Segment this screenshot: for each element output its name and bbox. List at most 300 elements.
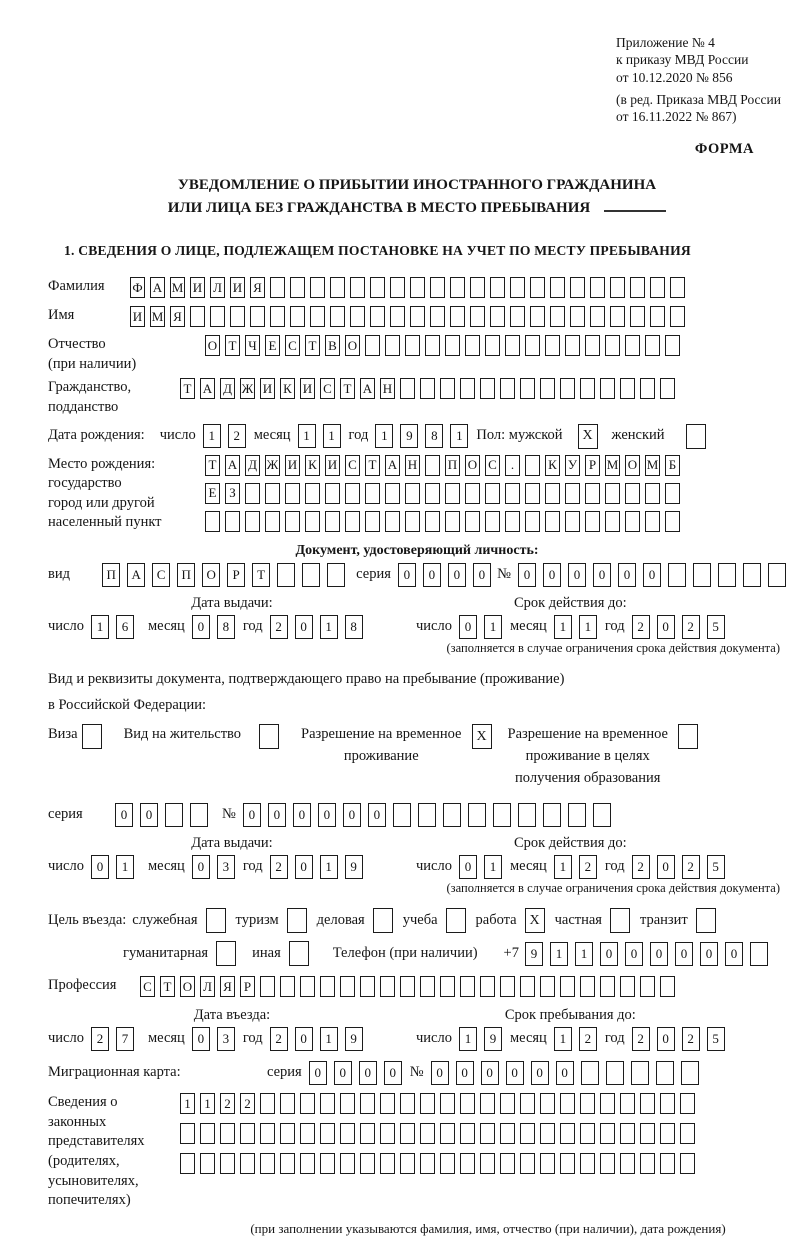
char-box[interactable]: В: [325, 335, 340, 356]
char-box[interactable]: 9: [400, 424, 418, 448]
char-box[interactable]: [300, 1123, 315, 1144]
char-box[interactable]: 0: [531, 1061, 549, 1085]
char-box[interactable]: 0: [459, 615, 477, 639]
char-box[interactable]: М: [645, 455, 660, 476]
char-box[interactable]: [650, 306, 665, 327]
char-box[interactable]: 1: [575, 942, 593, 966]
char-box[interactable]: [665, 335, 680, 356]
char-box[interactable]: [460, 1123, 475, 1144]
char-box[interactable]: Н: [380, 378, 395, 399]
char-box[interactable]: [545, 335, 560, 356]
char-box[interactable]: [385, 335, 400, 356]
char-box[interactable]: 0: [725, 942, 743, 966]
char-box[interactable]: [165, 803, 183, 827]
char-box[interactable]: [205, 511, 220, 532]
char-box[interactable]: [425, 483, 440, 504]
char-box[interactable]: [280, 1123, 295, 1144]
char-box[interactable]: 2: [270, 1027, 288, 1051]
char-box[interactable]: [620, 378, 635, 399]
char-box[interactable]: [405, 511, 420, 532]
char-box[interactable]: 8: [345, 615, 363, 639]
char-box[interactable]: О: [202, 563, 220, 587]
char-box[interactable]: Я: [170, 306, 185, 327]
char-box[interactable]: [460, 1093, 475, 1114]
char-box[interactable]: [430, 306, 445, 327]
char-box[interactable]: [265, 483, 280, 504]
char-box[interactable]: [580, 378, 595, 399]
char-box[interactable]: 3: [217, 855, 235, 879]
char-box[interactable]: [580, 1153, 595, 1174]
char-box[interactable]: О: [345, 335, 360, 356]
char-box[interactable]: М: [605, 455, 620, 476]
char-box[interactable]: 1: [554, 855, 572, 879]
char-box[interactable]: Ч: [245, 335, 260, 356]
char-box[interactable]: 0: [593, 563, 611, 587]
char-box[interactable]: [400, 976, 415, 997]
char-box[interactable]: [260, 1153, 275, 1174]
char-box[interactable]: [327, 563, 345, 587]
char-box[interactable]: [340, 1123, 355, 1144]
char-box[interactable]: [593, 803, 611, 827]
char-box[interactable]: [520, 1093, 535, 1114]
char-box[interactable]: [485, 335, 500, 356]
char-box[interactable]: О: [205, 335, 220, 356]
char-box[interactable]: 0: [368, 803, 386, 827]
char-box[interactable]: [443, 803, 461, 827]
char-box[interactable]: С: [485, 455, 500, 476]
char-box[interactable]: [345, 511, 360, 532]
char-box[interactable]: [540, 1153, 555, 1174]
char-box[interactable]: 0: [359, 1061, 377, 1085]
char-box[interactable]: [400, 1123, 415, 1144]
checkbox-purpose-other[interactable]: [289, 941, 309, 966]
char-box[interactable]: [750, 942, 768, 966]
char-box[interactable]: [390, 306, 405, 327]
char-box[interactable]: [380, 1153, 395, 1174]
char-box[interactable]: [590, 306, 605, 327]
char-box[interactable]: [360, 1153, 375, 1174]
char-box[interactable]: [180, 1123, 195, 1144]
char-box[interactable]: 1: [375, 424, 393, 448]
char-box[interactable]: [360, 976, 375, 997]
char-box[interactable]: 0: [423, 563, 441, 587]
char-box[interactable]: [610, 277, 625, 298]
char-box[interactable]: [290, 277, 305, 298]
char-box[interactable]: 1: [554, 1027, 572, 1051]
checkbox-purpose-official[interactable]: [206, 908, 226, 933]
char-box[interactable]: 1: [550, 942, 568, 966]
char-box[interactable]: [565, 511, 580, 532]
char-box[interactable]: [570, 277, 585, 298]
char-box[interactable]: [580, 1123, 595, 1144]
char-box[interactable]: [565, 483, 580, 504]
char-box[interactable]: [265, 511, 280, 532]
char-box[interactable]: [680, 1123, 695, 1144]
char-box[interactable]: [605, 483, 620, 504]
char-box[interactable]: [330, 306, 345, 327]
char-box[interactable]: [460, 1153, 475, 1174]
char-box[interactable]: [460, 976, 475, 997]
char-box[interactable]: [440, 1153, 455, 1174]
char-box[interactable]: [610, 306, 625, 327]
char-box[interactable]: 2: [632, 615, 650, 639]
char-box[interactable]: [345, 483, 360, 504]
char-box[interactable]: 2: [579, 855, 597, 879]
char-box[interactable]: [550, 306, 565, 327]
char-box[interactable]: [385, 483, 400, 504]
char-box[interactable]: [545, 511, 560, 532]
char-box[interactable]: О: [625, 455, 640, 476]
char-box[interactable]: [300, 1153, 315, 1174]
char-box[interactable]: [280, 976, 295, 997]
char-box[interactable]: [500, 378, 515, 399]
char-box[interactable]: [600, 976, 615, 997]
char-box[interactable]: [380, 1123, 395, 1144]
char-box[interactable]: Я: [250, 277, 265, 298]
char-box[interactable]: [490, 306, 505, 327]
char-box[interactable]: [245, 483, 260, 504]
char-box[interactable]: 7: [116, 1027, 134, 1051]
char-box[interactable]: У: [565, 455, 580, 476]
char-box[interactable]: С: [140, 976, 155, 997]
char-box[interactable]: Ф: [130, 277, 145, 298]
char-box[interactable]: [631, 1061, 649, 1085]
char-box[interactable]: Р: [227, 563, 245, 587]
char-box[interactable]: [620, 1123, 635, 1144]
char-box[interactable]: [560, 1153, 575, 1174]
char-box[interactable]: [320, 976, 335, 997]
char-box[interactable]: 2: [91, 1027, 109, 1051]
char-box[interactable]: 2: [579, 1027, 597, 1051]
char-box[interactable]: [525, 335, 540, 356]
char-box[interactable]: [693, 563, 711, 587]
char-box[interactable]: 0: [384, 1061, 402, 1085]
char-box[interactable]: [210, 306, 225, 327]
char-box[interactable]: 1: [91, 615, 109, 639]
char-box[interactable]: 2: [220, 1093, 235, 1114]
char-box[interactable]: [565, 335, 580, 356]
char-box[interactable]: [420, 1153, 435, 1174]
char-box[interactable]: [530, 306, 545, 327]
char-box[interactable]: [320, 1123, 335, 1144]
char-box[interactable]: 0: [456, 1061, 474, 1085]
char-box[interactable]: 0: [295, 1027, 313, 1051]
char-box[interactable]: [680, 1153, 695, 1174]
char-box[interactable]: 6: [116, 615, 134, 639]
char-box[interactable]: О: [465, 455, 480, 476]
char-box[interactable]: И: [190, 277, 205, 298]
char-box[interactable]: [290, 306, 305, 327]
char-box[interactable]: [585, 511, 600, 532]
char-box[interactable]: 2: [632, 1027, 650, 1051]
char-box[interactable]: [620, 1153, 635, 1174]
char-box[interactable]: [440, 378, 455, 399]
char-box[interactable]: 0: [334, 1061, 352, 1085]
char-box[interactable]: 8: [425, 424, 443, 448]
char-box[interactable]: 0: [115, 803, 133, 827]
char-box[interactable]: П: [445, 455, 460, 476]
checkbox-purpose-work[interactable]: X: [525, 908, 545, 933]
char-box[interactable]: И: [285, 455, 300, 476]
char-box[interactable]: 0: [506, 1061, 524, 1085]
char-box[interactable]: [300, 976, 315, 997]
char-box[interactable]: [302, 563, 320, 587]
char-box[interactable]: [490, 277, 505, 298]
char-box[interactable]: 2: [270, 615, 288, 639]
checkbox-purpose-business[interactable]: [373, 908, 393, 933]
char-box[interactable]: [400, 378, 415, 399]
char-box[interactable]: [545, 483, 560, 504]
char-box[interactable]: [520, 1153, 535, 1174]
char-box[interactable]: 8: [217, 615, 235, 639]
char-box[interactable]: [530, 277, 545, 298]
char-box[interactable]: Ж: [265, 455, 280, 476]
char-box[interactable]: [620, 976, 635, 997]
char-box[interactable]: О: [180, 976, 195, 997]
char-box[interactable]: [681, 1061, 699, 1085]
char-box[interactable]: [640, 1093, 655, 1114]
char-box[interactable]: И: [300, 378, 315, 399]
char-box[interactable]: [280, 1093, 295, 1114]
char-box[interactable]: [418, 803, 436, 827]
char-box[interactable]: [500, 1153, 515, 1174]
char-box[interactable]: [240, 1153, 255, 1174]
char-box[interactable]: 5: [707, 1027, 725, 1051]
char-box[interactable]: 0: [600, 942, 618, 966]
char-box[interactable]: [540, 378, 555, 399]
char-box[interactable]: [480, 1093, 495, 1114]
char-box[interactable]: 0: [295, 615, 313, 639]
char-box[interactable]: [450, 277, 465, 298]
char-box[interactable]: [425, 335, 440, 356]
char-box[interactable]: И: [260, 378, 275, 399]
checkbox-purpose-transit[interactable]: [696, 908, 716, 933]
char-box[interactable]: 9: [345, 855, 363, 879]
checkbox-purpose-study[interactable]: [446, 908, 466, 933]
char-box[interactable]: Т: [252, 563, 270, 587]
checkbox-temp-permit-edu[interactable]: [678, 724, 698, 749]
char-box[interactable]: [540, 976, 555, 997]
char-box[interactable]: 9: [525, 942, 543, 966]
char-box[interactable]: 0: [625, 942, 643, 966]
char-box[interactable]: [518, 803, 536, 827]
char-box[interactable]: [393, 803, 411, 827]
char-box[interactable]: [360, 1093, 375, 1114]
char-box[interactable]: [325, 511, 340, 532]
char-box[interactable]: [505, 511, 520, 532]
char-box[interactable]: [225, 511, 240, 532]
char-box[interactable]: А: [225, 455, 240, 476]
char-box[interactable]: С: [320, 378, 335, 399]
char-box[interactable]: [460, 378, 475, 399]
char-box[interactable]: [510, 277, 525, 298]
char-box[interactable]: [505, 335, 520, 356]
char-box[interactable]: .: [505, 455, 520, 476]
char-box[interactable]: Е: [265, 335, 280, 356]
char-box[interactable]: 2: [682, 855, 700, 879]
char-box[interactable]: [240, 1123, 255, 1144]
char-box[interactable]: [305, 511, 320, 532]
char-box[interactable]: 1: [323, 424, 341, 448]
char-box[interactable]: [625, 335, 640, 356]
char-box[interactable]: 5: [707, 855, 725, 879]
char-box[interactable]: 0: [481, 1061, 499, 1085]
char-box[interactable]: [768, 563, 786, 587]
char-box[interactable]: 1: [298, 424, 316, 448]
char-box[interactable]: 0: [192, 1027, 210, 1051]
char-box[interactable]: [370, 306, 385, 327]
char-box[interactable]: [425, 455, 440, 476]
char-box[interactable]: Т: [365, 455, 380, 476]
char-box[interactable]: [640, 378, 655, 399]
char-box[interactable]: [570, 306, 585, 327]
char-box[interactable]: [285, 483, 300, 504]
char-box[interactable]: 2: [632, 855, 650, 879]
char-box[interactable]: С: [285, 335, 300, 356]
char-box[interactable]: [645, 335, 660, 356]
char-box[interactable]: [645, 483, 660, 504]
checkbox-sex-male[interactable]: X: [578, 424, 598, 449]
char-box[interactable]: 0: [192, 615, 210, 639]
char-box[interactable]: [340, 1153, 355, 1174]
char-box[interactable]: 2: [228, 424, 246, 448]
char-box[interactable]: [485, 483, 500, 504]
char-box[interactable]: [525, 483, 540, 504]
char-box[interactable]: И: [325, 455, 340, 476]
char-box[interactable]: [200, 1123, 215, 1144]
char-box[interactable]: [468, 803, 486, 827]
checkbox-purpose-tourism[interactable]: [287, 908, 307, 933]
char-box[interactable]: [600, 1153, 615, 1174]
char-box[interactable]: 0: [431, 1061, 449, 1085]
char-box[interactable]: [390, 277, 405, 298]
char-box[interactable]: 1: [579, 615, 597, 639]
char-box[interactable]: 0: [643, 563, 661, 587]
char-box[interactable]: [420, 1123, 435, 1144]
char-box[interactable]: 0: [268, 803, 286, 827]
char-box[interactable]: [485, 511, 500, 532]
char-box[interactable]: 0: [618, 563, 636, 587]
char-box[interactable]: [420, 1093, 435, 1114]
char-box[interactable]: [480, 1123, 495, 1144]
char-box[interactable]: [440, 976, 455, 997]
char-box[interactable]: [606, 1061, 624, 1085]
char-box[interactable]: 1: [320, 1027, 338, 1051]
char-box[interactable]: Т: [225, 335, 240, 356]
char-box[interactable]: [605, 511, 620, 532]
char-box[interactable]: [260, 1123, 275, 1144]
char-box[interactable]: [365, 335, 380, 356]
char-box[interactable]: [380, 1093, 395, 1114]
char-box[interactable]: [645, 511, 660, 532]
char-box[interactable]: [450, 306, 465, 327]
char-box[interactable]: А: [127, 563, 145, 587]
char-box[interactable]: [560, 976, 575, 997]
char-box[interactable]: К: [280, 378, 295, 399]
char-box[interactable]: [590, 277, 605, 298]
char-box[interactable]: [260, 976, 275, 997]
char-box[interactable]: [543, 803, 561, 827]
char-box[interactable]: [668, 563, 686, 587]
char-box[interactable]: Б: [665, 455, 680, 476]
char-box[interactable]: [600, 1093, 615, 1114]
char-box[interactable]: [600, 378, 615, 399]
char-box[interactable]: [190, 803, 208, 827]
char-box[interactable]: 0: [343, 803, 361, 827]
char-box[interactable]: [605, 335, 620, 356]
char-box[interactable]: 0: [309, 1061, 327, 1085]
char-box[interactable]: [360, 1123, 375, 1144]
char-box[interactable]: [640, 1153, 655, 1174]
char-box[interactable]: 0: [459, 855, 477, 879]
char-box[interactable]: [640, 1123, 655, 1144]
char-box[interactable]: 0: [518, 563, 536, 587]
char-box[interactable]: [285, 511, 300, 532]
char-box[interactable]: 2: [270, 855, 288, 879]
char-box[interactable]: [581, 1061, 599, 1085]
char-box[interactable]: 0: [192, 855, 210, 879]
char-box[interactable]: Д: [245, 455, 260, 476]
char-box[interactable]: 2: [682, 1027, 700, 1051]
char-box[interactable]: 1: [180, 1093, 195, 1114]
char-box[interactable]: [350, 306, 365, 327]
char-box[interactable]: К: [545, 455, 560, 476]
char-box[interactable]: [560, 378, 575, 399]
char-box[interactable]: 0: [448, 563, 466, 587]
char-box[interactable]: 0: [657, 615, 675, 639]
char-box[interactable]: [470, 306, 485, 327]
char-box[interactable]: [400, 1093, 415, 1114]
char-box[interactable]: [500, 976, 515, 997]
char-box[interactable]: [465, 511, 480, 532]
char-box[interactable]: А: [200, 378, 215, 399]
char-box[interactable]: 0: [650, 942, 668, 966]
char-box[interactable]: [510, 306, 525, 327]
char-box[interactable]: [410, 277, 425, 298]
char-box[interactable]: [425, 511, 440, 532]
char-box[interactable]: Т: [160, 976, 175, 997]
char-box[interactable]: 1: [320, 615, 338, 639]
char-box[interactable]: [445, 511, 460, 532]
char-box[interactable]: [465, 335, 480, 356]
char-box[interactable]: 0: [543, 563, 561, 587]
char-box[interactable]: А: [360, 378, 375, 399]
char-box[interactable]: [660, 976, 675, 997]
char-box[interactable]: М: [170, 277, 185, 298]
char-box[interactable]: [270, 277, 285, 298]
char-box[interactable]: [440, 1093, 455, 1114]
char-box[interactable]: 0: [657, 855, 675, 879]
char-box[interactable]: 1: [554, 615, 572, 639]
char-box[interactable]: [300, 1093, 315, 1114]
char-box[interactable]: [550, 277, 565, 298]
char-box[interactable]: С: [152, 563, 170, 587]
char-box[interactable]: [340, 1093, 355, 1114]
char-box[interactable]: К: [305, 455, 320, 476]
char-box[interactable]: [420, 976, 435, 997]
char-box[interactable]: [465, 483, 480, 504]
char-box[interactable]: 3: [217, 1027, 235, 1051]
char-box[interactable]: [440, 1123, 455, 1144]
char-box[interactable]: А: [150, 277, 165, 298]
char-box[interactable]: Т: [305, 335, 320, 356]
char-box[interactable]: [250, 306, 265, 327]
char-box[interactable]: 0: [568, 563, 586, 587]
char-box[interactable]: Я: [220, 976, 235, 997]
char-box[interactable]: 0: [700, 942, 718, 966]
char-box[interactable]: Р: [585, 455, 600, 476]
char-box[interactable]: [500, 1093, 515, 1114]
